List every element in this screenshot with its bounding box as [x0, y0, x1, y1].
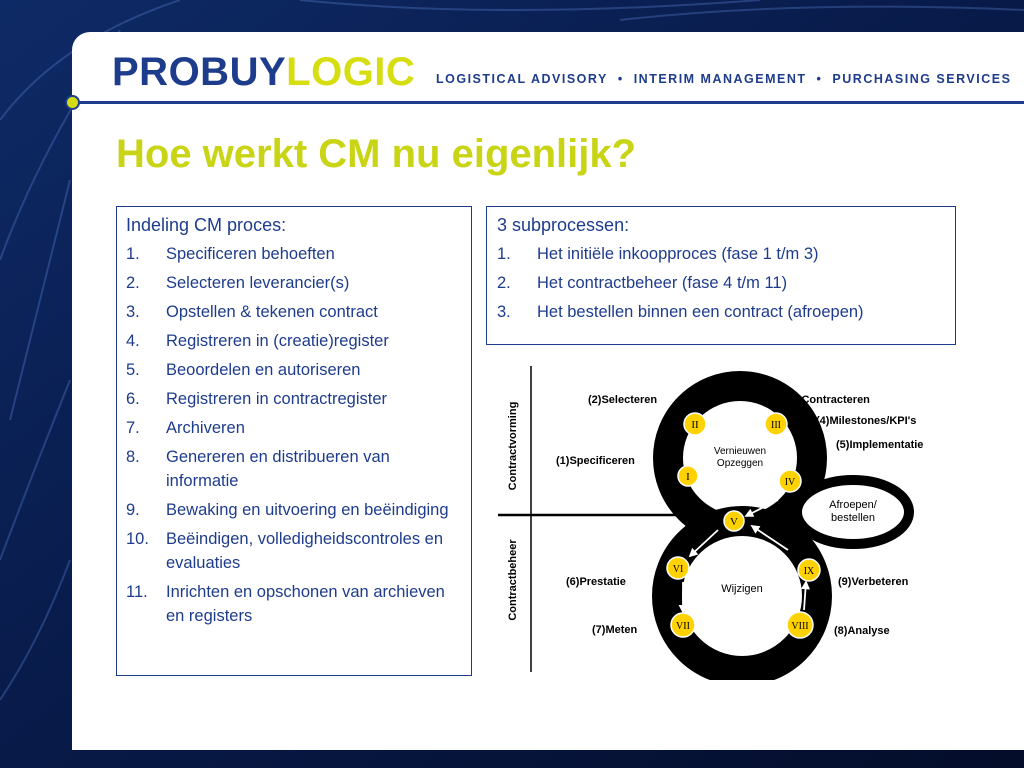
list-text: Selecteren leverancier(s)	[166, 274, 350, 292]
cm-cycle-diagram	[490, 360, 980, 680]
list-text: Inrichten en opschonen van archieven en registers	[166, 583, 445, 625]
phase-badge-text: II	[691, 419, 699, 431]
list-number: 5.	[126, 361, 140, 379]
phase-badge-text: V	[730, 516, 738, 528]
header-divider	[72, 101, 1024, 104]
list-number: 9.	[126, 501, 140, 519]
list-text: Het contractbeheer (fase 4 t/m 11)	[537, 274, 788, 292]
center-opzeggen-label: Opzeggen	[716, 458, 764, 469]
cm-process-box	[116, 206, 472, 676]
phase-badge-text: III	[771, 420, 781, 431]
list-item	[126, 445, 461, 493]
list-number: 7.	[126, 419, 140, 437]
label-verbeteren: (9)Verbeteren	[838, 576, 909, 588]
divider-bullet	[65, 95, 80, 110]
list-item	[126, 498, 461, 522]
label-specificeren: (1)Specificeren	[556, 455, 635, 467]
probuylogic-logo	[112, 48, 415, 96]
list-number: 3.	[126, 303, 140, 321]
list-text: Het initiële inkoopproces (fase 1 t/m 3)	[537, 245, 819, 263]
list-number: 2.	[126, 274, 140, 292]
label-contracteren: (3)Contracteren	[788, 394, 870, 406]
phase-badge-v	[724, 511, 744, 531]
list-text: Bewaking en uitvoering en beëindiging	[166, 501, 449, 519]
list-number: 1.	[126, 245, 140, 263]
center-wijzigen-label: Wijzigen	[721, 583, 763, 595]
list-item	[126, 242, 461, 266]
list-number: 10.	[126, 530, 149, 548]
list-item	[126, 271, 461, 295]
axis-label-contractbeheer: Contractbeheer	[507, 539, 519, 621]
list-item	[497, 271, 945, 295]
label-meten: (7)Meten	[592, 624, 638, 636]
list-text: Het bestellen binnen een contract (afroepen)	[537, 303, 864, 321]
phase-badge-text: VIII	[791, 621, 809, 632]
bestellen-label: bestellen	[830, 512, 876, 524]
phase-badge-ix	[798, 559, 820, 581]
tagline	[436, 72, 1012, 86]
afroepen-label: Afroepen/	[829, 499, 877, 511]
phase-badge-i	[678, 466, 698, 486]
subprocesses-list	[497, 242, 945, 324]
subprocesses-box	[486, 206, 956, 345]
label-selecteren: (2)Selecteren	[588, 394, 658, 406]
list-item	[126, 416, 461, 440]
list-number: 3.	[497, 303, 511, 321]
list-text: Archiveren	[166, 419, 245, 437]
list-item	[126, 580, 461, 628]
label-analyse: (8)Analyse	[834, 625, 890, 637]
phase-badge-text: VI	[672, 564, 684, 575]
label-implementatie: (5)Implementatie	[836, 439, 924, 451]
tagline-separator: •	[617, 72, 624, 86]
list-item	[126, 527, 461, 575]
axis-label-contractvorming: Contractvorming	[507, 401, 519, 491]
list-item	[497, 300, 945, 324]
list-text: Registreren in contractregister	[166, 390, 388, 408]
tagline-logistical: LOGISTICAL ADVISORY	[436, 72, 608, 86]
phase-badge-viii	[787, 612, 813, 638]
list-number: 4.	[126, 332, 140, 350]
tagline-purchasing: PURCHASING SERVICES	[832, 72, 1012, 86]
cm-process-list	[126, 242, 461, 628]
list-number: 6.	[126, 390, 140, 408]
phase-badge-text: VII	[676, 621, 690, 632]
subprocesses-heading: 3 subprocessen:	[497, 215, 630, 235]
phase-badge-iv	[779, 470, 801, 492]
list-text: Specificeren behoeften	[166, 245, 335, 263]
list-item	[126, 387, 461, 411]
list-text: Genereren en distribueren van informatie	[166, 448, 390, 490]
phase-badge-text: IX	[803, 566, 815, 577]
logo-part-2: LOGIC	[286, 50, 416, 94]
cm-process-heading: Indeling CM proces:	[126, 215, 287, 235]
label-prestatie: (6)Prestatie	[566, 576, 626, 588]
tagline-separator: •	[816, 72, 823, 86]
phase-badge-iii	[765, 413, 787, 435]
list-item	[126, 329, 461, 353]
label-milestones: (4)Milestones/KPI's	[816, 415, 917, 427]
lower-cycle-ring	[667, 521, 817, 671]
list-item	[497, 242, 945, 266]
list-text: Beoordelen en autoriseren	[166, 361, 361, 379]
phase-badge-text: IV	[784, 477, 796, 488]
page-title: Hoe werkt CM nu eigenlijk?	[116, 132, 637, 176]
list-text: Beëindigen, volledigheidscontroles en evaluaties	[166, 530, 444, 572]
phase-badge-vi	[667, 557, 689, 579]
list-item	[126, 358, 461, 382]
list-item	[126, 300, 461, 324]
phase-badge-ii	[684, 413, 706, 435]
list-number: 8.	[126, 448, 140, 466]
list-text: Registreren in (creatie)register	[166, 332, 389, 350]
tagline-interim: INTERIM MANAGEMENT	[633, 72, 807, 86]
list-number: 11.	[126, 583, 148, 601]
logo-part-1: PROBUY	[112, 50, 287, 94]
list-number: 2.	[497, 274, 511, 292]
center-vernieuwen-label: Vernieuwen	[713, 446, 767, 457]
list-text: Opstellen & tekenen contract	[166, 303, 378, 321]
list-number: 1.	[497, 245, 511, 263]
phase-badge-text: I	[686, 471, 690, 483]
phase-badge-vii	[671, 613, 695, 637]
